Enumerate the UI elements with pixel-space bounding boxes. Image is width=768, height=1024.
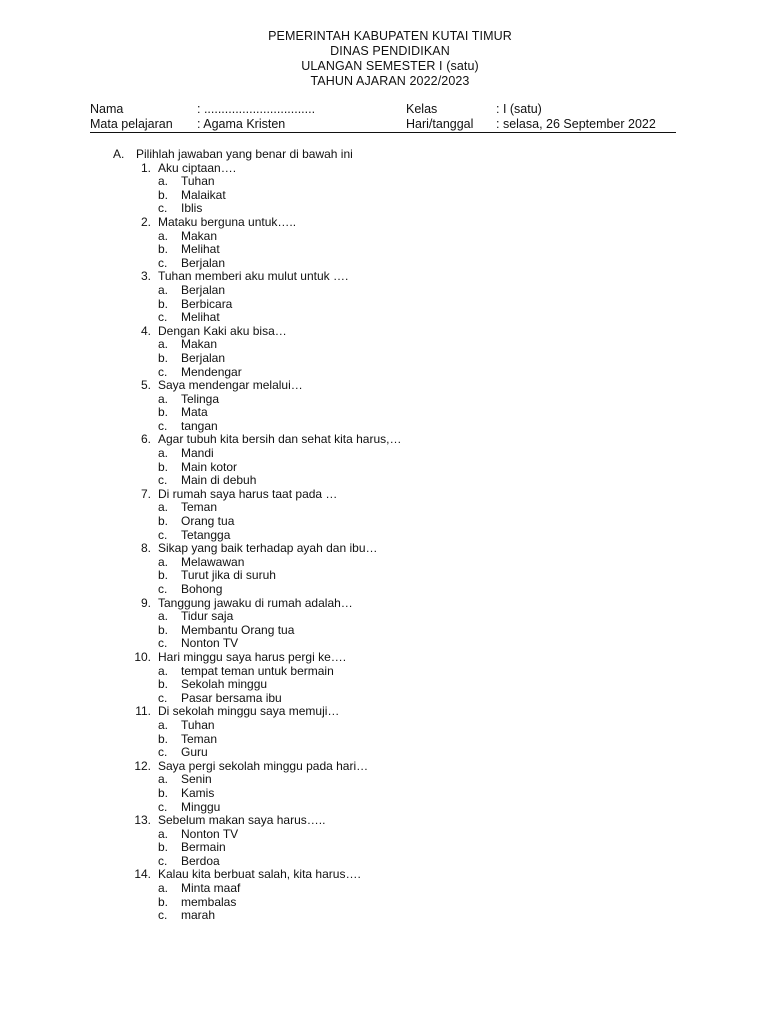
option-text: Malaikat: [181, 187, 226, 202]
option-letter: c.: [158, 473, 168, 488]
option-text: Berjalan: [181, 282, 226, 297]
option-text: Sekolah minggu: [181, 677, 268, 692]
option-letter: b.: [158, 731, 169, 746]
mapel-label: Mata pelajaran: [90, 117, 173, 131]
option-letter: a.: [158, 337, 169, 352]
info-row-nama: [90, 102, 680, 117]
info-divider: [90, 132, 676, 133]
option-text: Telinga: [181, 391, 220, 406]
option-text: Berbicara: [181, 296, 233, 311]
question-number: 7.: [140, 486, 151, 501]
option-letter: a.: [158, 282, 169, 297]
option-text: Membantu Orang tua: [181, 622, 295, 637]
option-letter: a.: [158, 500, 169, 515]
option-text: Melihat: [181, 310, 220, 325]
option-letter: a.: [158, 881, 169, 896]
nama-label: Nama: [90, 102, 124, 116]
question-text: Di sekolah minggu saya memuji…: [158, 704, 340, 719]
section-letter: A.: [113, 147, 125, 161]
option-letter: a.: [158, 446, 169, 461]
question-text: Saya mendengar melalui…: [158, 378, 303, 393]
option-text: Melihat: [181, 242, 220, 257]
question-number: 4.: [140, 323, 151, 338]
hari-label: Hari/tanggal: [406, 117, 474, 131]
option-letter: a.: [158, 717, 169, 732]
header-department: DINAS PENDIDIKAN: [330, 44, 450, 58]
question-number: 9.: [140, 595, 151, 610]
question-text: Sikap yang baik terhadap ayah dan ibu…: [158, 541, 378, 556]
option-letter: a.: [158, 609, 169, 624]
option-text: Bermain: [181, 840, 226, 855]
option-letter: b.: [158, 405, 169, 420]
option-text: Makan: [181, 228, 218, 243]
question-number: 3.: [140, 269, 151, 284]
option-letter: c.: [158, 745, 168, 760]
option-text: Orang tua: [181, 514, 235, 529]
option-text: Bohong: [181, 582, 223, 596]
info-row-mapel: [90, 117, 680, 132]
option-letter: b.: [158, 350, 169, 365]
option-text: Main di debuh: [181, 473, 257, 488]
question-number: 5.: [140, 378, 151, 393]
option-text: Mandi: [181, 446, 214, 461]
option-letter: b.: [158, 242, 169, 257]
question-text: Hari minggu saya harus pergi ke….: [158, 649, 347, 664]
question-text: Dengan Kaki aku bisa…: [158, 323, 287, 338]
mapel-value: : Agama Kristen: [197, 117, 286, 131]
option-letter: a.: [158, 826, 169, 841]
option-text: tangan: [181, 418, 218, 433]
student-info: [90, 102, 680, 132]
question-number: 6.: [140, 432, 151, 447]
option-text: Berjalan: [181, 255, 226, 270]
option-letter: b.: [158, 840, 169, 855]
option-text: Nonton TV: [181, 826, 239, 841]
option-text: Turut jika di suruh: [181, 568, 276, 583]
question-text: Tuhan memberi aku mulut untuk ….: [158, 269, 349, 284]
option-text: Mata: [181, 405, 208, 420]
option-letter: a.: [158, 391, 169, 406]
option-text: Main kotor: [181, 459, 238, 474]
option-text: Minta maaf: [181, 881, 241, 896]
option-letter: c.: [158, 201, 168, 216]
kelas-value: : I (satu): [496, 102, 542, 116]
option-text: Minggu: [181, 799, 221, 814]
kelas-label: Kelas: [406, 102, 438, 116]
option-text: membalas: [181, 894, 237, 909]
question-number: 10.: [134, 649, 151, 664]
option-text: Kamis: [181, 785, 215, 800]
option-letter: c.: [158, 255, 168, 270]
option-letter: c.: [158, 582, 168, 596]
option-letter: b.: [158, 296, 169, 311]
question-number: 11.: [135, 704, 151, 719]
document-header: [0, 29, 768, 89]
option-letter: b.: [158, 894, 169, 909]
header-exam-title: ULANGAN SEMESTER I (satu): [301, 59, 479, 73]
question-number: 13.: [134, 813, 151, 828]
option-letter: c.: [158, 418, 168, 433]
question-number: 8.: [140, 541, 151, 556]
option-letter: c.: [158, 527, 168, 542]
option-letter: c.: [158, 799, 168, 814]
option-letter: b.: [158, 187, 169, 202]
option-letter: b.: [158, 677, 169, 692]
question-text: Agar tubuh kita bersih dan sehat kita harus,…: [158, 432, 402, 447]
question-text: Kalau kita berbuat salah, kita harus….: [158, 867, 361, 882]
question-text: Saya pergi sekolah minggu pada hari…: [158, 758, 369, 773]
option-text: Tidur saja: [181, 609, 234, 624]
option-letter: c.: [158, 908, 168, 923]
option-text: Nonton TV: [181, 636, 239, 651]
question-number: 12.: [134, 758, 151, 773]
option-text: Pasar bersama ibu: [181, 690, 282, 705]
question-number: 2.: [140, 214, 151, 229]
option-text: Tuhan: [181, 717, 215, 732]
option-text: Melawawan: [181, 554, 245, 569]
option-letter: c.: [158, 364, 168, 379]
option-letter: b.: [158, 785, 169, 800]
option-text: Senin: [181, 772, 212, 787]
question-text: Tanggung jawaku di rumah adalah…: [158, 595, 353, 610]
nama-value: : ................................: [197, 102, 316, 116]
option-letter: c.: [158, 310, 168, 325]
option-letter: a.: [158, 772, 169, 787]
option-letter: b.: [158, 514, 169, 529]
option-text: Berdoa: [181, 853, 220, 868]
option-letter: c.: [158, 690, 168, 705]
option-letter: a.: [158, 228, 169, 243]
question-number: 1.: [140, 160, 151, 175]
option-letter: a.: [158, 554, 169, 569]
option-text: Mendengar: [181, 364, 242, 379]
option-letter: b.: [158, 568, 169, 583]
question-text: Aku ciptaan….: [158, 160, 237, 175]
question-number: 14.: [134, 867, 151, 882]
option-text: tempat teman untuk bermain: [181, 663, 334, 678]
option-text: Iblis: [181, 201, 203, 216]
option-text: Teman: [181, 500, 218, 515]
option-text: Berjalan: [181, 350, 226, 365]
header-school-year: TAHUN AJARAN 2022/2023: [310, 74, 470, 88]
option-text: Guru: [181, 745, 208, 760]
option-letter: c.: [158, 636, 168, 651]
header-government: PEMERINTAH KABUPATEN KUTAI TIMUR: [268, 29, 512, 43]
question-text: Sebelum makan saya harus…..: [158, 813, 326, 828]
option-text: Makan: [181, 337, 218, 352]
option-letter: c.: [158, 853, 168, 868]
option-letter: b.: [158, 622, 169, 637]
option-letter: a.: [158, 663, 169, 678]
option-letter: b.: [158, 459, 169, 474]
option-text: Tetangga: [181, 527, 231, 542]
option-letter: a.: [158, 174, 169, 189]
section-instruction: Pilihlah jawaban yang benar di bawah ini: [136, 147, 353, 161]
question-text: Mataku berguna untuk…..: [158, 214, 297, 229]
option-text: Tuhan: [181, 174, 215, 189]
option-text: marah: [181, 908, 216, 923]
option-text: Teman: [181, 731, 218, 746]
hari-value: : selasa, 26 September 2022: [496, 117, 656, 131]
question-text: Di rumah saya harus taat pada …: [158, 486, 338, 501]
